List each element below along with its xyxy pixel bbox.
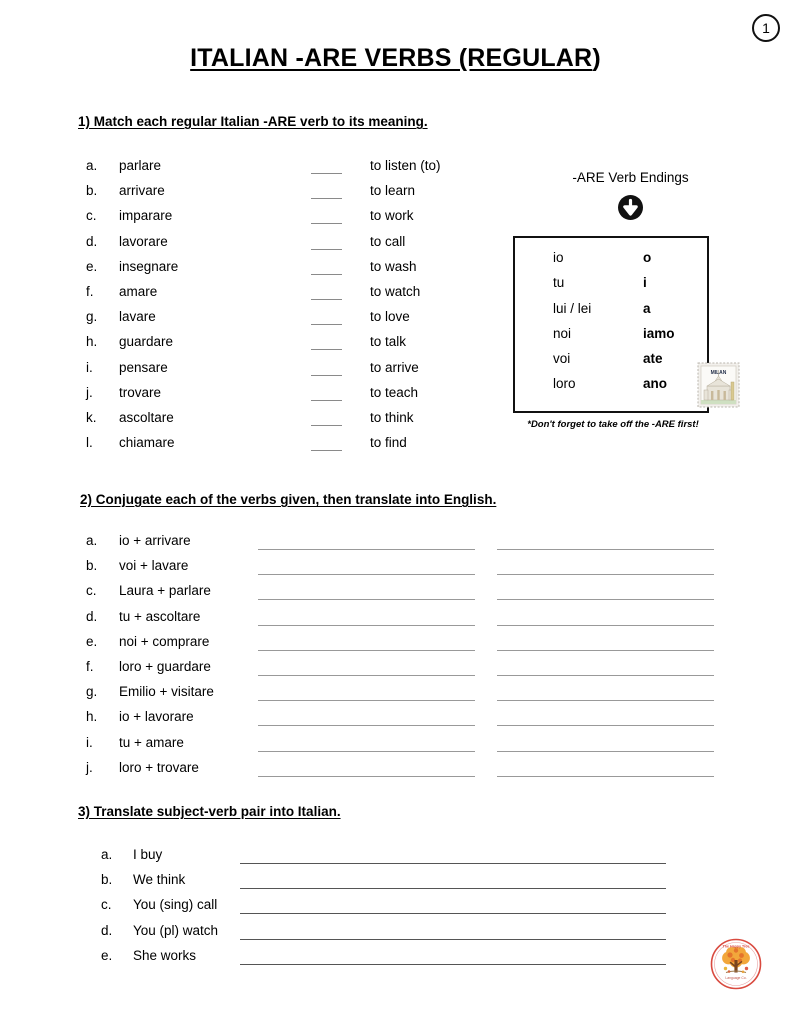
italian-verb: parlare	[119, 158, 162, 173]
list-item	[101, 897, 701, 922]
match-answer-blank[interactable]	[311, 412, 342, 426]
list-item	[101, 948, 701, 973]
english-meaning: to call	[370, 233, 406, 249]
verb-endings-note: *Don't forget to take off the -ARE first!	[527, 419, 699, 430]
exercise3-heading: 3) Translate subject-verb pair into Italian.	[78, 804, 341, 819]
list-item	[86, 334, 178, 359]
conjugation-answer-line[interactable]	[258, 735, 475, 752]
item-letter: j.	[86, 759, 93, 775]
list-item	[86, 284, 178, 309]
arrow-container	[505, 195, 720, 225]
exercise1-verb-list	[86, 158, 178, 460]
item-letter: d.	[86, 608, 98, 624]
milan-stamp-icon	[697, 362, 740, 411]
list-item	[101, 847, 701, 872]
conjugation-prompt: loro + trovare	[119, 759, 199, 775]
list-item	[86, 609, 726, 634]
item-letter: f.	[86, 283, 94, 299]
item-letter: e.	[86, 258, 98, 274]
ending: iamo	[643, 325, 675, 341]
italian-verb: imparare	[119, 208, 173, 224]
list-item	[86, 558, 726, 583]
ending: a	[643, 300, 651, 316]
item-letter: k.	[86, 409, 97, 425]
list-item	[311, 385, 441, 410]
down-arrow-icon	[618, 195, 643, 220]
italian-verb: arrivare	[119, 183, 165, 199]
translation-answer-line[interactable]	[497, 583, 714, 600]
list-item	[311, 208, 441, 233]
list-item	[101, 923, 701, 948]
match-answer-blank[interactable]	[311, 362, 342, 376]
conjugation-prompt: Emilio + visitare	[119, 684, 214, 700]
list-item	[86, 583, 726, 608]
list-item	[311, 234, 441, 259]
item-letter: c.	[101, 897, 112, 913]
item-letter: c.	[86, 208, 97, 224]
conjugation-answer-line[interactable]	[258, 709, 475, 726]
ending: ano	[643, 376, 668, 392]
translation-answer-line[interactable]	[497, 533, 714, 550]
translation-answer-line[interactable]	[240, 847, 666, 864]
item-letter: b.	[101, 872, 113, 888]
italian-verb: insegnare	[119, 258, 179, 274]
item-letter: i.	[86, 359, 93, 375]
item-letter: e.	[101, 947, 113, 963]
match-answer-blank[interactable]	[311, 185, 342, 199]
conjugation-answer-line[interactable]	[258, 659, 475, 676]
item-letter: a.	[86, 533, 98, 548]
item-letter: b.	[86, 558, 98, 574]
translation-answer-line[interactable]	[497, 735, 714, 752]
pronoun: noi	[553, 325, 572, 341]
list-item	[311, 334, 441, 359]
italian-verb: pensare	[119, 359, 168, 375]
list-item	[86, 259, 178, 284]
ending: o	[643, 250, 652, 265]
list-item	[311, 309, 441, 334]
table-row	[553, 376, 675, 401]
translation-prompt: I buy	[133, 847, 163, 862]
translation-prompt: She works	[133, 947, 197, 963]
pronoun: tu	[553, 275, 565, 291]
match-answer-blank[interactable]	[311, 261, 342, 275]
italian-verb: amare	[119, 283, 158, 299]
ending: i	[643, 275, 647, 291]
list-item	[311, 360, 441, 385]
conjugation-answer-line[interactable]	[258, 583, 475, 600]
translation-prompt: We think	[133, 872, 186, 888]
page-number-text: 1	[762, 20, 770, 36]
item-letter: a.	[101, 847, 113, 862]
english-meaning: to find	[370, 435, 407, 451]
list-item	[86, 385, 178, 410]
conjugation-answer-line[interactable]	[258, 609, 475, 626]
item-letter: j.	[86, 384, 93, 400]
list-item	[311, 183, 441, 208]
list-item	[86, 760, 726, 785]
ending: ate	[643, 351, 663, 367]
tree-logo-icon	[710, 938, 762, 990]
match-answer-blank[interactable]	[311, 286, 342, 300]
item-letter: l.	[86, 435, 93, 451]
svg-text:Language Co.: Language Co.	[725, 976, 747, 980]
english-meaning: to arrive	[370, 359, 419, 375]
italian-verb: trovare	[119, 384, 162, 400]
item-letter: i.	[86, 734, 93, 750]
translation-answer-line[interactable]	[497, 684, 714, 701]
item-letter: f.	[86, 658, 94, 674]
item-letter: h.	[86, 709, 98, 725]
pronoun: lui / lei	[553, 300, 592, 316]
list-item	[86, 435, 178, 460]
list-item	[311, 158, 441, 183]
italian-verb: chiamare	[119, 435, 175, 451]
list-item	[311, 284, 441, 309]
english-meaning: to wash	[370, 258, 417, 274]
english-meaning: to listen (to)	[370, 158, 441, 173]
english-meaning: to watch	[370, 283, 421, 299]
conjugation-prompt: loro + guardare	[119, 658, 211, 674]
item-letter: h.	[86, 334, 98, 350]
conjugation-prompt: noi + comprare	[119, 633, 210, 649]
item-letter: d.	[86, 233, 98, 249]
translation-answer-line[interactable]	[240, 923, 666, 940]
exercise3-rows	[101, 847, 701, 973]
english-meaning: to talk	[370, 334, 407, 350]
verb-endings-panel	[505, 170, 720, 225]
pronoun: loro	[553, 376, 576, 392]
translation-answer-line[interactable]	[497, 634, 714, 651]
item-letter: g.	[86, 309, 98, 325]
italian-verb: lavare	[119, 309, 156, 325]
list-item	[86, 234, 178, 259]
conjugation-prompt: tu + ascoltare	[119, 608, 201, 624]
list-item	[86, 709, 726, 734]
item-letter: e.	[86, 633, 98, 649]
svg-text:The Happy Tree: The Happy Tree	[722, 944, 750, 949]
svg-text:MILAN: MILAN	[710, 370, 727, 376]
translation-answer-line[interactable]	[497, 609, 714, 626]
list-item	[86, 634, 726, 659]
item-letter: a.	[86, 158, 98, 173]
conjugation-answer-line[interactable]	[258, 533, 475, 550]
verb-endings-table	[553, 250, 675, 402]
translation-answer-line[interactable]	[497, 558, 714, 575]
translation-prompt: You (pl) watch	[133, 922, 219, 938]
match-answer-blank[interactable]	[311, 236, 342, 250]
conjugation-answer-line[interactable]	[258, 760, 475, 777]
english-meaning: to work	[370, 208, 414, 224]
pronoun: io	[553, 250, 564, 265]
list-item	[86, 533, 726, 558]
translation-prompt: You (sing) call	[133, 897, 218, 913]
list-item	[86, 410, 178, 435]
list-item	[86, 360, 178, 385]
list-item	[86, 183, 178, 208]
match-answer-blank[interactable]	[311, 387, 342, 401]
conjugation-prompt: voi + lavare	[119, 558, 189, 574]
item-letter: c.	[86, 583, 97, 599]
translation-answer-line[interactable]	[240, 948, 666, 965]
list-item	[311, 259, 441, 284]
list-item	[86, 309, 178, 334]
table-row	[553, 351, 675, 376]
italian-verb: guardare	[119, 334, 174, 350]
list-item	[311, 410, 441, 435]
english-meaning: to learn	[370, 183, 416, 199]
english-meaning: to think	[370, 409, 414, 425]
match-answer-blank[interactable]	[311, 210, 342, 224]
conjugation-prompt: Laura + parlare	[119, 583, 211, 599]
conjugation-prompt: tu + amare	[119, 734, 184, 750]
list-item	[311, 435, 441, 460]
match-answer-blank[interactable]	[311, 160, 342, 174]
exercise2-rows	[86, 533, 726, 785]
list-item	[86, 158, 178, 183]
translation-answer-line[interactable]	[497, 760, 714, 777]
italian-verb: ascoltare	[119, 409, 174, 425]
table-row	[553, 301, 675, 326]
table-row	[553, 250, 675, 275]
table-row	[553, 275, 675, 300]
exercise1-meaning-list	[311, 158, 441, 460]
table-row	[553, 326, 675, 351]
match-answer-blank[interactable]	[311, 336, 342, 350]
list-item	[86, 208, 178, 233]
match-answer-blank[interactable]	[311, 311, 342, 325]
translation-answer-line[interactable]	[497, 709, 714, 726]
exercise1-heading: 1) Match each regular Italian -ARE verb to its meaning.	[78, 114, 428, 129]
list-item	[86, 659, 726, 684]
pronoun: voi	[553, 351, 571, 367]
list-item	[86, 735, 726, 760]
page-title	[0, 44, 791, 73]
italian-verb: lavorare	[119, 233, 168, 249]
page-number-badge	[752, 14, 780, 42]
conjugation-answer-line[interactable]	[258, 684, 475, 701]
translation-answer-line[interactable]	[497, 659, 714, 676]
item-letter: d.	[101, 922, 113, 938]
list-item	[101, 872, 701, 897]
translation-answer-line[interactable]	[240, 897, 666, 914]
conjugation-answer-line[interactable]	[258, 634, 475, 651]
english-meaning: to teach	[370, 384, 419, 400]
translation-answer-line[interactable]	[240, 872, 666, 889]
conjugation-prompt: io + arrivare	[119, 533, 191, 548]
list-item	[86, 684, 726, 709]
item-letter: b.	[86, 183, 98, 199]
item-letter: g.	[86, 684, 98, 700]
exercise2-heading: 2) Conjugate each of the verbs given, then translate into English.	[80, 492, 497, 507]
conjugation-answer-line[interactable]	[258, 558, 475, 575]
verb-endings-title: -ARE Verb Endings	[572, 170, 689, 185]
match-answer-blank[interactable]	[311, 437, 342, 451]
page-title-tail: )	[592, 44, 601, 72]
english-meaning: to love	[370, 309, 410, 325]
conjugation-prompt: io + lavorare	[119, 709, 194, 725]
page-title-underlined: ITALIAN -ARE VERBS (REGULAR	[190, 44, 593, 72]
